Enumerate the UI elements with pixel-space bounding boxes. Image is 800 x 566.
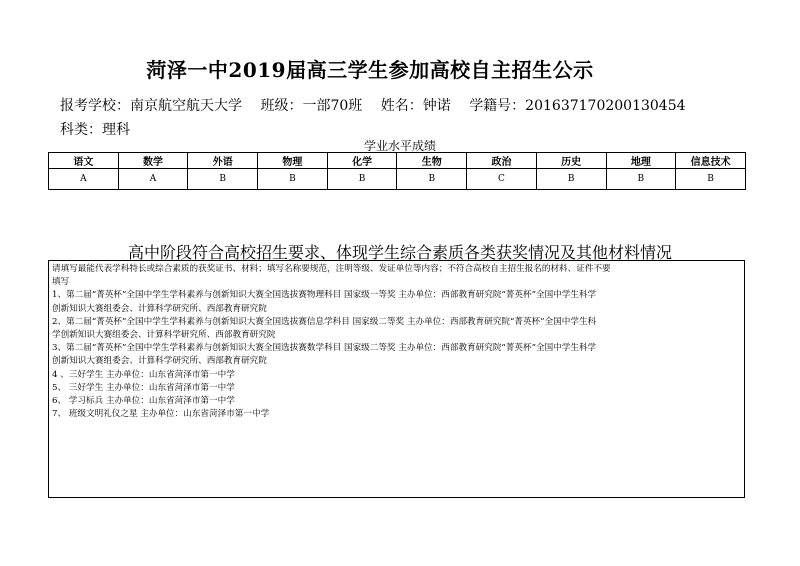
student-name: 姓名：钟诺 — [380, 98, 451, 114]
academic-grades-table — [48, 152, 746, 190]
subject-cell: 外语 — [188, 153, 258, 169]
subject-cell: 生物 — [397, 153, 467, 169]
awards-line: 4 、三好学生 主办单位：山东省菏泽市第一中学 — [52, 369, 235, 380]
awards-line: 2、第二届“菁英杯”全国中学生学科素养与创新知识大赛全国选拔赛信息学科目 国家级二等奖 主办单位：西部教育研究院“菁英杯”全国中学生科 — [52, 316, 597, 327]
grade-cell: B — [397, 169, 467, 190]
applicant-info — [60, 95, 700, 115]
grade-cell: B — [188, 169, 258, 190]
subject-cell: 政治 — [467, 153, 537, 169]
grade-cell: B — [258, 169, 328, 190]
page-title: 菏泽一中2019届高三学生参加高校自主招生公示 — [146, 58, 594, 82]
grade-cell: B — [606, 169, 676, 190]
subject-cell: 化学 — [327, 153, 397, 169]
academic-section-title: 学业水平成绩 — [363, 139, 436, 153]
subject-cell: 地理 — [606, 153, 676, 169]
grade-cell: A — [49, 169, 119, 190]
awards-line: 5、 三好学生 主办单位：山东省菏泽市第一中学 — [52, 382, 235, 393]
awards-box — [48, 260, 745, 498]
awards-line: 填写 — [52, 277, 70, 288]
student-id: 学籍号：201637170200130454 — [469, 98, 686, 114]
subject-category: 科类：理科 — [60, 122, 130, 138]
awards-section-title: 高中阶段符合高校招生要求、体现学生综合素质各类获奖情况及其他材料情况 — [127, 243, 672, 262]
grades-row — [49, 169, 746, 190]
subject-cell: 信息技术 — [676, 153, 746, 169]
subject-cell: 语文 — [49, 153, 119, 169]
grade-cell: B — [327, 169, 397, 190]
awards-line: 创新知识大赛组委会、计算科学研究所、西部教育研究院 — [52, 303, 267, 314]
subject-cell: 数学 — [118, 153, 188, 169]
subjects-row — [49, 153, 746, 169]
grade-cell: B — [676, 169, 746, 190]
awards-line: 7、 班级文明礼仪之星 主办单位：山东省菏泽市第一中学 — [52, 409, 270, 420]
grade-cell: B — [536, 169, 606, 190]
grade-cell: C — [467, 169, 537, 190]
grade-cell: A — [118, 169, 188, 190]
subject-cell: 物理 — [258, 153, 328, 169]
awards-line: 学创新知识大赛组委会、计算科学研究所、西部教育研究院 — [52, 330, 276, 341]
awards-line: 请填写最能代表学科特长或综合素质的获奖证书、材料；填写名称要规范，注明等级、发证单位等内容；不符合高校自主招生报名的材料、证件不要 — [52, 264, 611, 274]
awards-line: 创新知识大赛组委会、计算科学研究所、西部教育研究院 — [52, 356, 267, 367]
target-school: 报考学校：南京航空航天大学 — [60, 98, 242, 114]
subject-cell: 历史 — [536, 153, 606, 169]
awards-line: 1、第二届“菁英杯”全国中学生学科素养与创新知识大赛全国选拔赛物理科目 国家级一等奖 主办单位：西部教育研究院“菁英杯”全国中学生科学 — [52, 290, 597, 301]
awards-line: 6、 学习标兵 主办单位：山东省菏泽市第一中学 — [52, 396, 235, 407]
class-info: 班级：一部70班 — [260, 98, 363, 114]
awards-line: 3、第二届“菁英杯”全国中学生学科素养与创新知识大赛全国选拔赛数学科目 国家级二等奖 主办单位：西部教育研究院“菁英杯”全国中学生科学 — [52, 343, 597, 354]
